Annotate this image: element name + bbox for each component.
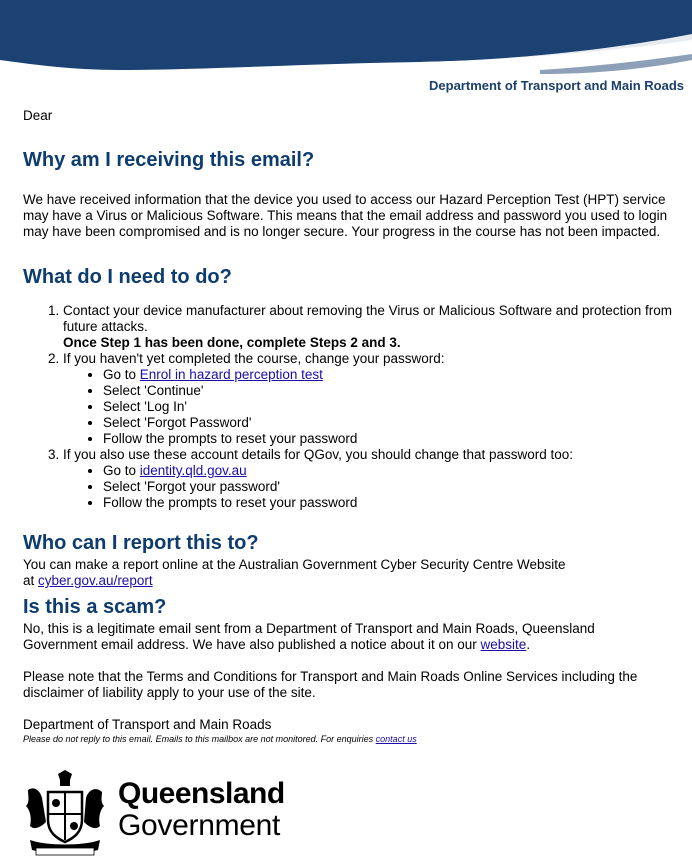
coat-of-arms-icon bbox=[22, 770, 108, 858]
steps-list bbox=[23, 303, 673, 511]
list-item bbox=[103, 367, 673, 383]
list-item: • Follow the prompts to reset your password bbox=[103, 495, 673, 511]
heading-why: Why am I receiving this email? bbox=[23, 149, 315, 171]
goto-label: Go to bbox=[103, 367, 140, 382]
website-link[interactable]: website bbox=[480, 637, 527, 652]
step-1 bbox=[63, 303, 673, 351]
report-paragraph bbox=[23, 557, 673, 589]
step-2-sublist bbox=[63, 367, 673, 447]
list-item: • Select 'Continue' bbox=[103, 383, 673, 399]
scam-text: No, this is a legitimate email sent from a Department of Transport and Main Roads, Queensland Government email address. We have also published a notice about it on our bbox=[23, 621, 595, 652]
queensland-government-logo bbox=[22, 770, 302, 860]
disclaimer bbox=[23, 733, 673, 745]
step-3-sublist bbox=[63, 463, 673, 511]
report-at: at bbox=[23, 573, 39, 588]
logo-line-1: Queensland bbox=[118, 777, 285, 810]
step-3 bbox=[63, 447, 673, 511]
email-header-banner bbox=[0, 0, 692, 100]
heading-report: Who can I report this to? bbox=[23, 532, 259, 554]
heading-scam: Is this a scam? bbox=[23, 596, 167, 618]
list-item bbox=[103, 463, 673, 479]
list-item: • Select 'Forgot your password' bbox=[103, 479, 673, 495]
step-1-note: Once Step 1 has been done, complete Steps 2 and 3. bbox=[63, 335, 401, 350]
cyber-report-link[interactable]: cyber.gov.au/report bbox=[38, 573, 153, 588]
scam-paragraph bbox=[23, 621, 643, 653]
report-text: You can make a report online at the Australian Government Cyber Security Centre Website bbox=[23, 557, 566, 572]
goto-label: Go to bbox=[103, 463, 140, 478]
step-2 bbox=[63, 351, 673, 447]
greeting: Dear bbox=[23, 108, 53, 123]
department-title: Department of Transport and Main Roads bbox=[429, 78, 684, 93]
step-3-text: If you also use these account details for QGov, you should change that password too: bbox=[63, 447, 574, 462]
heading-what-to-do: What do I need to do? bbox=[23, 266, 232, 288]
signature: Department of Transport and Main Roads bbox=[23, 717, 272, 732]
step-2-text: If you haven't yet completed the course, change your password: bbox=[63, 351, 445, 366]
disclaimer-text: Please do not reply to this email. Emails to this mailbox are not monitored. For enquiries bbox=[23, 734, 376, 744]
contact-us-link[interactable]: contact us bbox=[375, 734, 417, 744]
enrol-hpt-link[interactable]: Enrol in hazard perception test bbox=[139, 367, 323, 382]
scam-text-end: . bbox=[526, 637, 531, 652]
list-item: • Select 'Forgot Password' bbox=[103, 415, 673, 431]
list-item: • Select 'Log In' bbox=[103, 399, 673, 415]
terms-paragraph: Please note that the Terms and Conditions for Transport and Main Roads Online Services including the disclaimer of liability apply to your use of the site. bbox=[23, 669, 638, 700]
step-1-text: Contact your device manufacturer about removing the Virus or Malicious Software and protection from future attacks. bbox=[63, 303, 673, 334]
logo-line-2: Government bbox=[118, 809, 281, 842]
email-body bbox=[23, 108, 673, 745]
why-paragraph: We have received information that the device you used to access our Hazard Perception Test (HPT) service may have a Virus or Malicious Software. This means that the email address and password you used to login may have been compromised and is no longer secure. Your progress in the course has not been impacted. bbox=[23, 192, 668, 239]
logo-wordmark bbox=[118, 778, 285, 842]
list-item: • Follow the prompts to reset your password bbox=[103, 431, 673, 447]
identity-qld-link[interactable]: identity.qld.gov.au bbox=[139, 463, 247, 478]
